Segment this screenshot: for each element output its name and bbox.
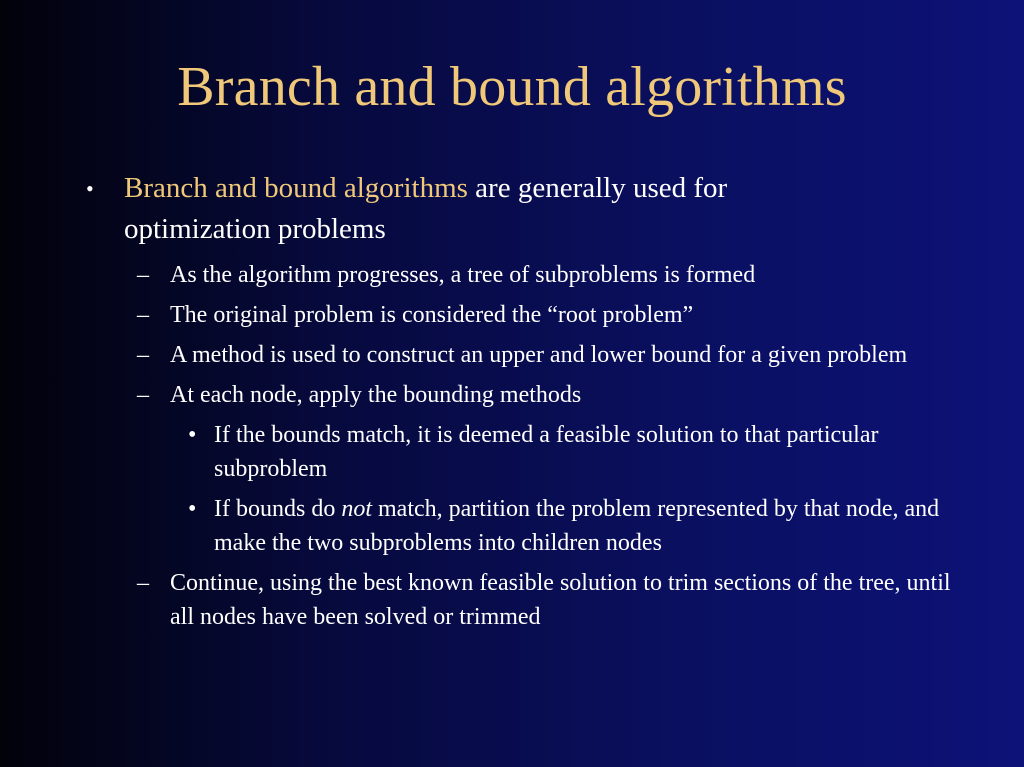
sub-bullet-text: A method is used to construct an upper and lower bound for a given problem	[170, 342, 908, 368]
emphasis-not: not	[341, 496, 372, 522]
bullet-marker: •	[86, 176, 94, 201]
sub-bullet-text: The original problem is considered the “root problem”	[170, 302, 694, 328]
sub-bullet-continue	[137, 566, 960, 634]
bullet-marker: •	[188, 422, 197, 448]
dash-marker: –	[137, 342, 149, 368]
bullet-marker: •	[188, 496, 197, 522]
highlighted-term: Branch and bound algorithms	[124, 172, 468, 204]
sub-bullet-each-node	[137, 378, 960, 412]
sub-bullet-text: Continue, using the best known feasible solution to trim sections of the tree, until all nodes have been solved or trimmed	[170, 570, 951, 630]
dash-marker: –	[137, 382, 149, 408]
sub-bullet-text: At each node, apply the bounding methods	[170, 382, 582, 408]
slide-title: Branch and bound algorithms	[177, 56, 847, 118]
sub-bullet-tree	[137, 258, 960, 292]
dash-marker: –	[137, 262, 149, 288]
dash-marker: –	[137, 302, 149, 328]
bullet-text: are generally used for optimization problems	[124, 172, 728, 245]
sub-sub-bullet-text-pre: If bounds do	[214, 496, 342, 522]
sub-bullet-root	[137, 298, 960, 332]
sub-bullet-bounds	[137, 338, 960, 372]
bullet-main	[86, 168, 864, 250]
sub-sub-bullet-no-match	[188, 492, 954, 560]
sub-bullet-text: As the algorithm progresses, a tree of subproblems is formed	[170, 262, 756, 288]
sub-sub-bullet-text-post: match, partition the problem represented by that node, and make the two subproblems into children nodes	[214, 496, 940, 556]
sub-sub-bullet-match	[188, 418, 954, 486]
sub-sub-bullet-text: If the bounds match, it is deemed a feasible solution to that particular subproblem	[214, 422, 879, 482]
dash-marker: –	[137, 570, 149, 596]
slide-content	[0, 168, 1024, 634]
